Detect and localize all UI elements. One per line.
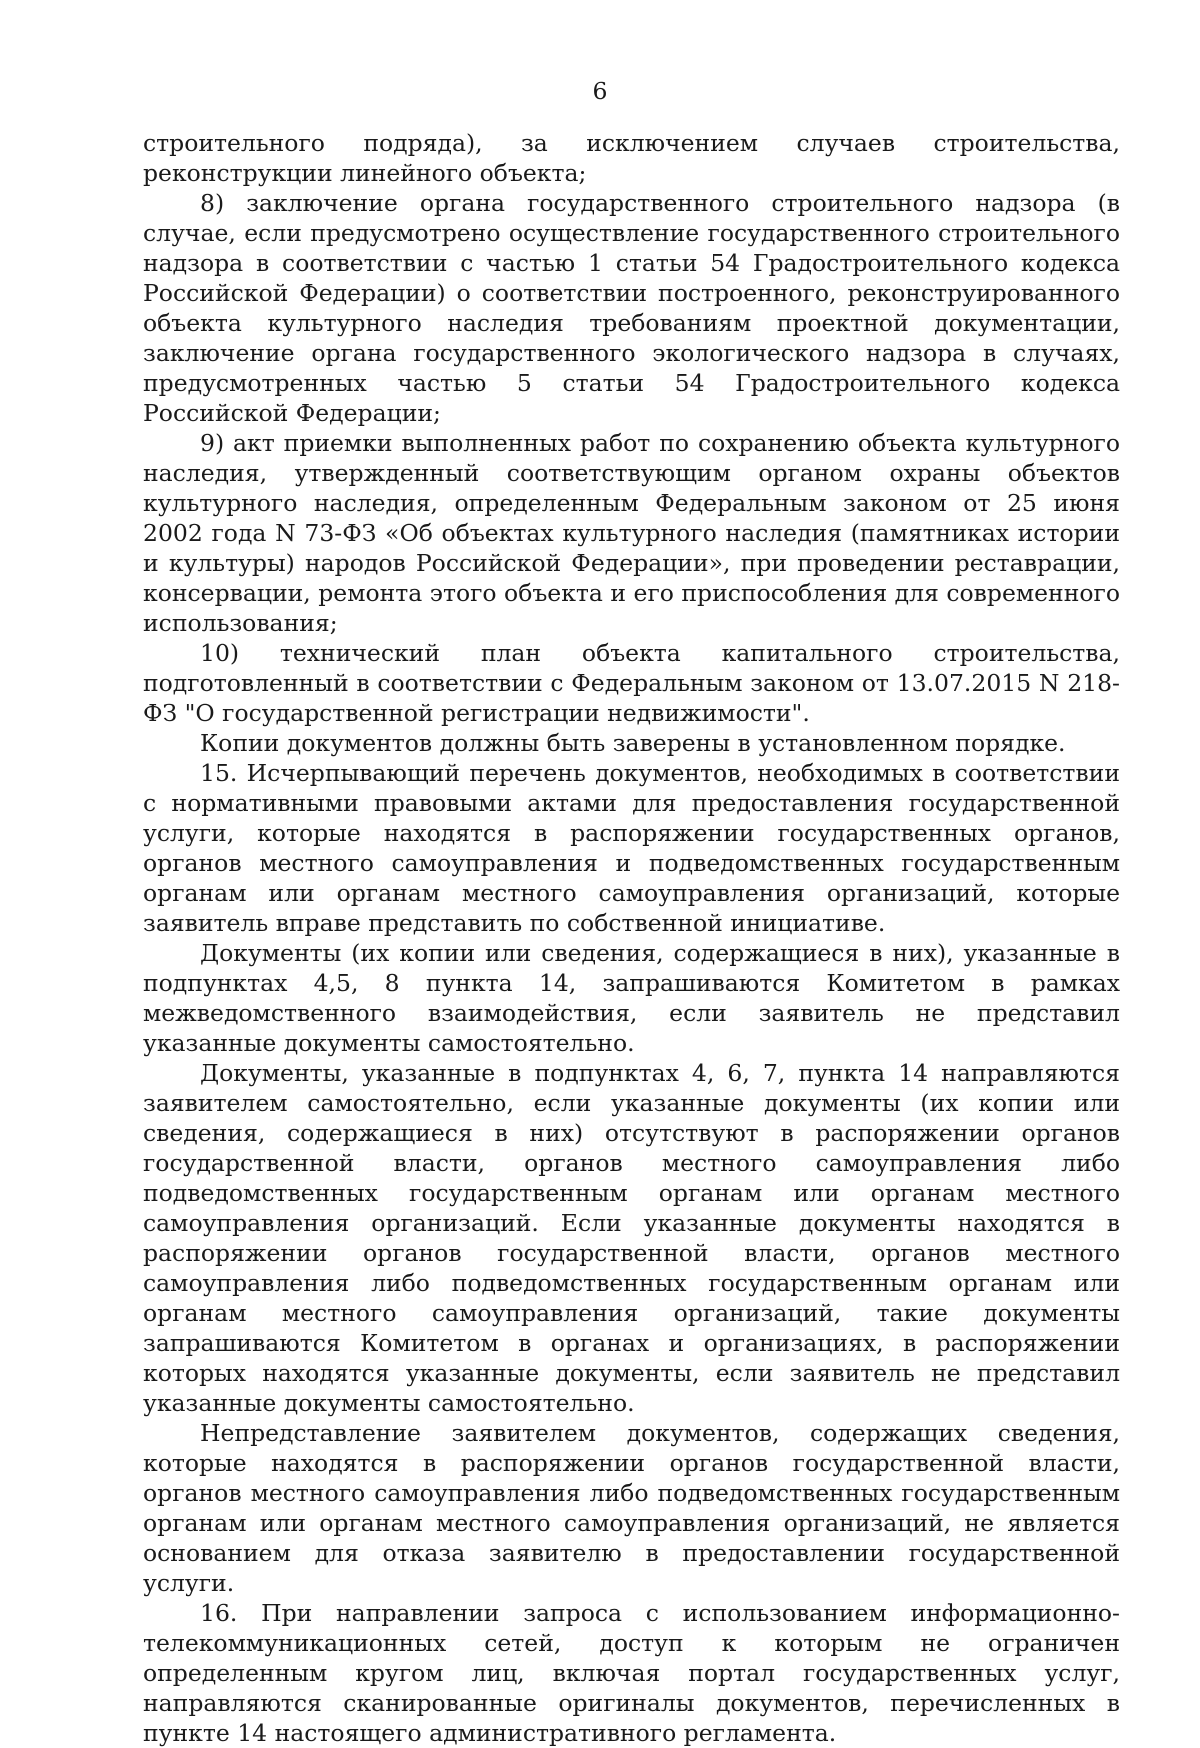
paragraph: Документы, указанные в подпунктах 4, 6, 7, пункта 14 направляются заявителем самостоятельно, если указанные документы (их копии или сведения, содержащиеся в них) отсутствуют в распоряжении органов государственной власти, органов местного самоуправления либо подведомственных государственным органам или органам местного самоуправления организаций. Если указанные документы находятся в распоряжении органов государственной власти, органов местного самоуправления либо подведомственных государственным органам или органам местного самоуправления организаций, такие документы запрашиваются Комитетом в органах и организациях, в распоряжении которых находятся указанные документы, если заявитель не представил указанные документы самостоятельно.: [143, 1059, 1120, 1417]
paragraph: Документы (их копии или сведения, содержащиеся в них), указанные в подпунктах 4,5, 8 пункта 14, запрашиваются Комитетом в рамках межведомственного взаимодействия, если заявитель не представил указанные документы самостоятельно.: [143, 939, 1120, 1057]
paragraph: Непредставление заявителем документов, содержащих сведения, которые находятся в распоряжении органов государственной власти, органов местного самоуправления либо подведомственных государственным органам или органам местного самоуправления организаций, не является основанием для отказа заявителю в предоставлении государственной услуги.: [143, 1419, 1120, 1597]
paragraph: 16. При направлении запроса с использованием информационно-телекоммуникационных сетей, доступ к которым не ограничен определенным кругом лиц, включая портал государственных услуг, направляются сканированные оригиналы документов, перечисленных в пункте 14 настоящего административного регламента.: [143, 1599, 1120, 1747]
page-number: 6: [592, 77, 608, 105]
paragraph: Копии документов должны быть заверены в установленном порядке.: [200, 729, 1066, 757]
paragraph: строительного подряда), за исключением случаев строительства, реконструкции линейного объекта;: [143, 129, 1120, 187]
paragraph: 8) заключение органа государственного строительного надзора (в случае, если предусмотрено осуществление государственного строительного надзора в соответствии с частью 1 статьи 54 Градостроительного кодекса Российской Федерации) о соответствии построенного, реконструированного объекта культурного наследия требованиям проектной документации, заключение органа государственного экологического надзора в случаях, предусмотренных частью 5 статьи 54 Градостроительного кодекса Российской Федерации;: [143, 189, 1120, 427]
paragraph: 10) технический план объекта капитального строительства, подготовленный в соответствии с Федеральным законом от 13.07.2015 N 218-ФЗ "О государственной регистрации недвижимости".: [143, 639, 1120, 727]
document-body: [143, 128, 1120, 1748]
paragraph: 15. Исчерпывающий перечень документов, необходимых в соответствии с нормативными правовыми актами для предоставления государственной услуги, которые находятся в распоряжении государственных органов, органов местного самоуправления и подведомственных государственным органам или органам местного самоуправления организаций, которые заявитель вправе представить по собственной инициативе.: [143, 759, 1120, 937]
paragraph: 9) акт приемки выполненных работ по сохранению объекта культурного наследия, утвержденный соответствующим органом охраны объектов культурного наследия, определенным Федеральным законом от 25 июня 2002 года N 73-ФЗ «Об объектах культурного наследия (памятниках истории и культуры) народов Российской Федерации», при проведении реставрации, консервации, ремонта этого объекта и его приспособления для современного использования;: [143, 429, 1120, 637]
